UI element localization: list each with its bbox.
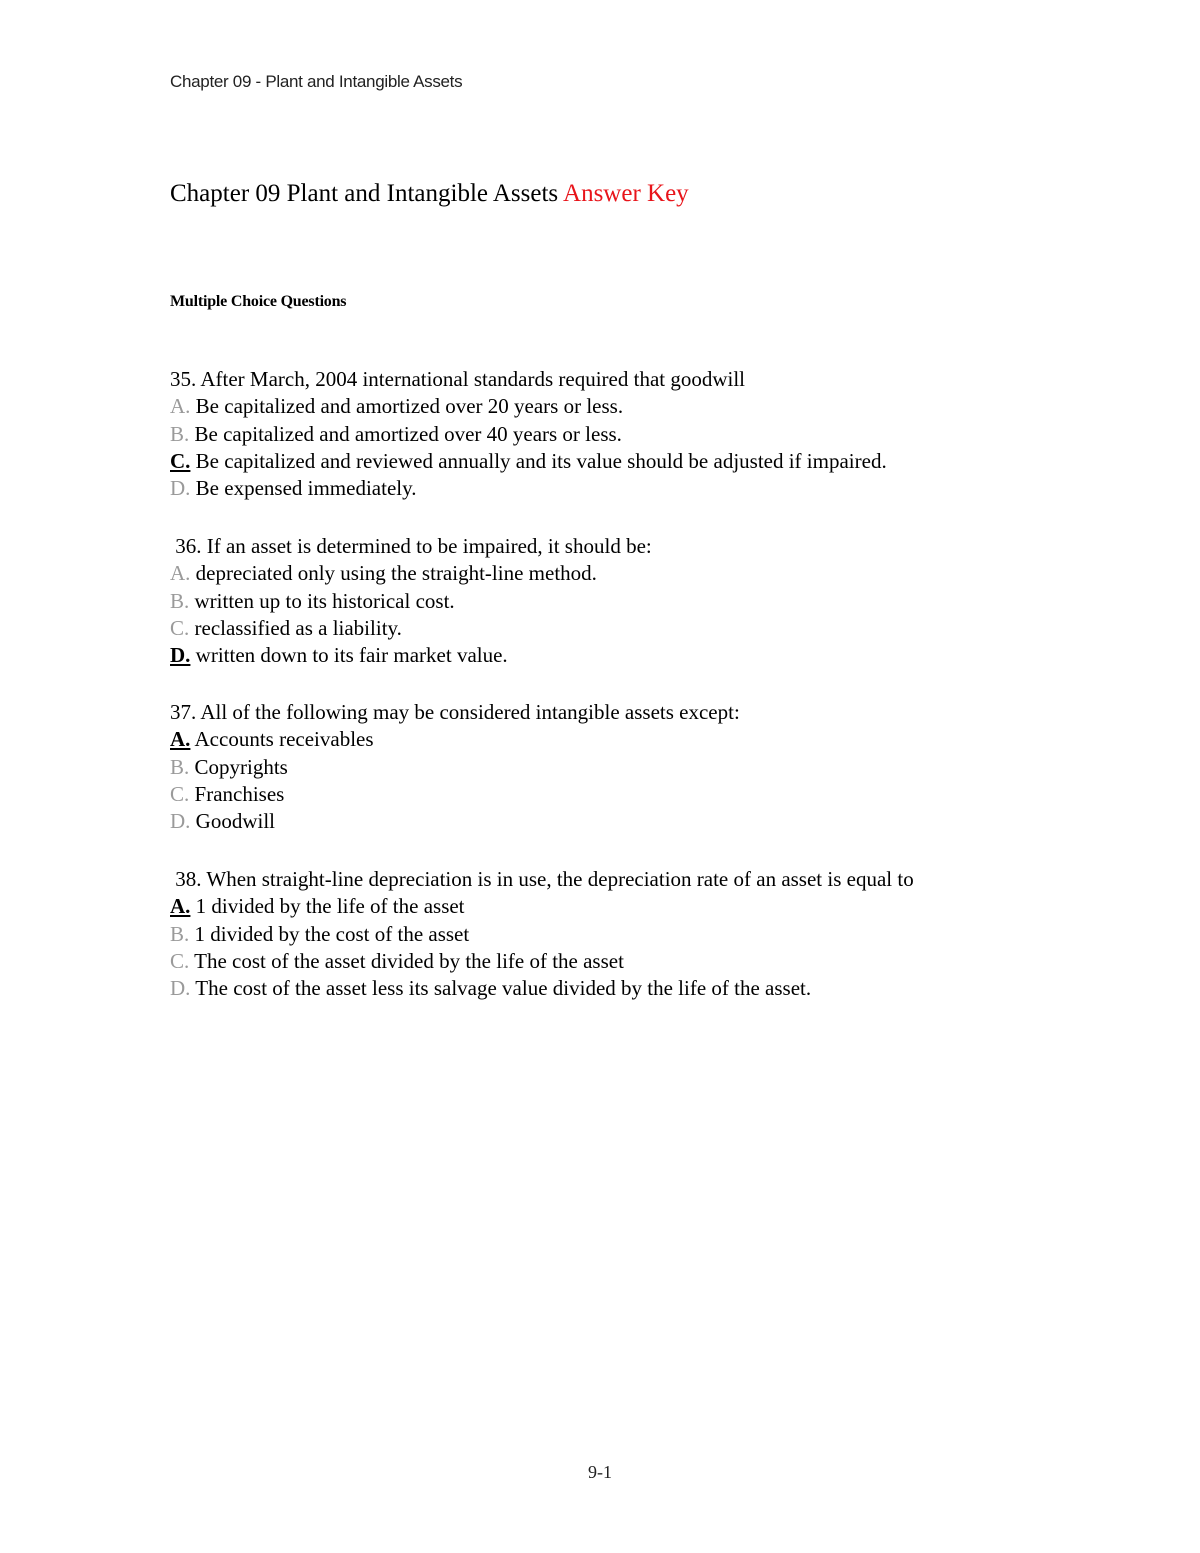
option-d (170, 975, 914, 1002)
option-text: The cost of the asset divided by the life of the asset (194, 948, 624, 973)
option-letter: C. (170, 615, 190, 640)
option-c (170, 615, 652, 642)
option-d-correct (170, 642, 652, 669)
option-text: 1 divided by the cost of the asset (194, 921, 470, 946)
option-b (170, 921, 914, 948)
option-text: Be capitalized and reviewed annually and its value should be adjusted if impaired. (195, 448, 887, 473)
option-c (170, 948, 914, 975)
option-letter-correct: C. (170, 448, 191, 473)
option-text: The cost of the asset less its salvage value divided by the life of the asset. (195, 976, 812, 1001)
option-a (170, 393, 887, 420)
question-36 (170, 533, 652, 669)
option-d (170, 475, 887, 502)
title-main: Chapter 09 Plant and Intangible Assets (170, 180, 559, 207)
option-letter: B. (170, 921, 190, 946)
title-accent: Answer Key (563, 180, 689, 207)
option-letter: B. (170, 754, 190, 779)
running-header: Chapter 09 - Plant and Intangible Assets (170, 72, 463, 91)
page-title (170, 180, 689, 208)
option-b (170, 421, 887, 448)
option-letter: D. (170, 976, 191, 1001)
option-text: written down to its fair market value. (195, 643, 508, 668)
question-38 (170, 866, 914, 1002)
question-stem: 37. All of the following may be considered intangible assets except: (170, 700, 740, 724)
option-text: depreciated only using the straight-line method. (195, 561, 597, 586)
option-text: Franchises (194, 781, 285, 806)
option-text: Copyrights (194, 754, 288, 779)
option-letter-correct: A. (170, 894, 191, 919)
option-c-correct (170, 448, 887, 475)
option-text: Accounts receivables (194, 727, 374, 752)
option-letter: D. (170, 809, 191, 834)
option-a (170, 560, 652, 587)
option-c (170, 781, 740, 808)
option-text: reclassified as a liability. (194, 615, 402, 640)
option-letter: C. (170, 781, 190, 806)
question-stem: 38. When straight-line depreciation is in use, the depreciation rate of an asset is equal to (170, 867, 914, 891)
question-37 (170, 699, 740, 835)
option-letter-correct: A. (170, 727, 191, 752)
question-stem: 35. After March, 2004 international standards required that goodwill (170, 367, 746, 391)
option-letter-correct: D. (170, 643, 191, 668)
option-letter: A. (170, 394, 191, 419)
option-a-correct (170, 726, 740, 753)
option-letter: D. (170, 476, 191, 501)
option-letter: B. (170, 588, 190, 613)
question-stem: 36. If an asset is determined to be impaired, it should be: (170, 534, 652, 558)
option-d (170, 808, 740, 835)
option-b (170, 588, 652, 615)
option-text: Be capitalized and amortized over 20 years or less. (195, 394, 624, 419)
option-text: written up to its historical cost. (194, 588, 455, 613)
option-text: Be expensed immediately. (195, 476, 417, 501)
option-b (170, 754, 740, 781)
option-text: 1 divided by the life of the asset (195, 894, 465, 919)
option-text: Be capitalized and amortized over 40 years or less. (194, 421, 622, 446)
option-letter: A. (170, 561, 191, 586)
question-35 (170, 366, 887, 502)
section-heading: Multiple Choice Questions (170, 293, 347, 310)
option-letter: C. (170, 948, 190, 973)
page-number: 9-1 (588, 1462, 612, 1482)
option-letter: B. (170, 421, 190, 446)
option-a-correct (170, 893, 914, 920)
option-text: Goodwill (195, 809, 276, 834)
